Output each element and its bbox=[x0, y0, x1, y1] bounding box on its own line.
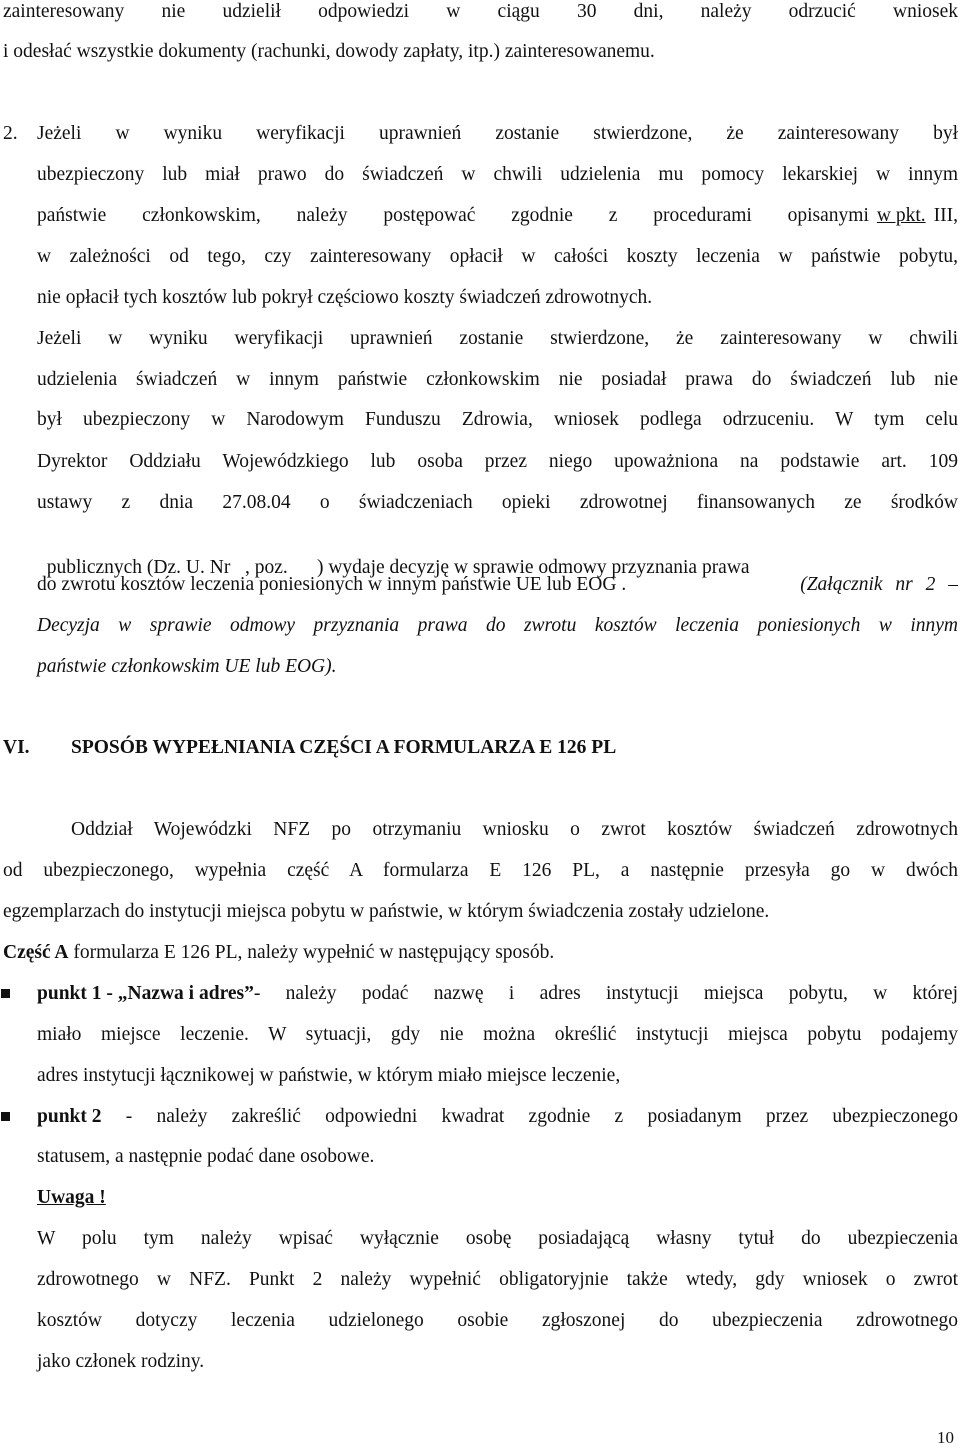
list-number: 2. bbox=[3, 123, 18, 144]
text-line: ubezpieczony lub miał prawo do świadczeń w chwili udzielenia mu pomocy lekarskiej w innym bbox=[37, 164, 958, 185]
text-line: udzielenia świadczeń w innym państwie członkowskim nie posiadał prawa do świadczeń lub nie bbox=[37, 369, 958, 390]
text-line-italic: państwie członkowskim UE lub EOG). bbox=[37, 656, 337, 677]
text-span-bold: punkt 1 - „Nazwa i adres” bbox=[37, 983, 254, 1004]
text-line bbox=[37, 1105, 958, 1129]
text-line: i odesłać wszystkie dokumenty (rachunki, dowody zapłaty, itp.) zainteresowanemu. bbox=[3, 41, 655, 62]
text-span-bold: Część A bbox=[3, 942, 69, 963]
text-line: w zależności od tego, czy zainteresowany opłacił w całości koszty leczenia w państwie pobytu, bbox=[37, 246, 958, 267]
text-line: Jeżeli w wyniku weryfikacji uprawnień zostanie stwierdzone, że zainteresowany był bbox=[37, 123, 958, 144]
link-pkt[interactable]: w pkt. bbox=[876, 205, 926, 226]
bullet-icon bbox=[1, 1112, 10, 1121]
text-span: państwie członkowskim, należy postępować zgodnie z procedurami opisanymi bbox=[37, 205, 869, 226]
text-line bbox=[37, 204, 958, 228]
text-line bbox=[3, 941, 554, 965]
text-line: ustawy z dnia 27.08.04 o świadczeniach opieki zdrowotnej finansowanych ze środków bbox=[37, 492, 958, 513]
text-line: zainteresowany nie udzielił odpowiedzi w ciągu 30 dni, należy odrzucić wniosek bbox=[3, 1, 958, 22]
text-line: nie opłacił tych kosztów lub pokrył częściowo koszty świadczeń zdrowotnych. bbox=[37, 287, 653, 308]
text-span: III, bbox=[933, 205, 958, 226]
text-line bbox=[37, 982, 958, 1006]
text-line: kosztów dotyczy leczenia udzielonego osobie zgłoszonej do ubezpieczenia zdrowotnego bbox=[37, 1310, 958, 1331]
text-line: od ubezpieczonego, wypełnia część A formularza E 126 PL, a następnie przesyła go w dwóch bbox=[3, 860, 958, 881]
text-span: publicznych (Dz. U. Nr , poz. ) wydaje decyzję w sprawie odmowy przyznania prawa bbox=[46, 557, 750, 578]
text-span: - należy zakreślić odpowiedni kwadrat zgodnie z posiadanym przez ubezpieczonego bbox=[101, 1106, 958, 1127]
text-line: zdrowotnego w NFZ. Punkt 2 należy wypełnić obligatoryjnie także wtedy, gdy wniosek o zwrot bbox=[37, 1269, 958, 1290]
section-number: VI. bbox=[3, 737, 30, 758]
text-span: do zwrotu kosztów leczenia poniesionych w innym państwie UE lub EOG . bbox=[37, 574, 627, 595]
text-span-bold: punkt 2 bbox=[37, 1106, 102, 1127]
text-line: był ubezpieczony w Narodowym Funduszu Zdrowia, wniosek podlega odrzuceniu. W tym celu bbox=[37, 409, 958, 430]
text-span: - należy podać nazwę i adres instytucji miejsca pobytu, w której bbox=[253, 983, 958, 1004]
text-line: miało miejsce leczenie. W sytuacji, gdy nie można określić instytucji miejsca pobytu podajemy bbox=[37, 1024, 958, 1045]
text-line: W polu tym należy wpisać wyłącznie osobę posiadającą własny tytuł do ubezpieczenia bbox=[37, 1228, 958, 1249]
text-span: formularza E 126 PL, należy wypełnić w następujący sposób. bbox=[68, 942, 555, 963]
text-line: Dyrektor Oddziału Wojewódzkiego lub osoba przez niego upoważniona na podstawie art. 109 bbox=[37, 451, 958, 472]
text-line: statusem, a następnie podać dane osobowe. bbox=[37, 1146, 375, 1167]
text-span-italic: (Załącznik nr 2 – bbox=[800, 574, 958, 595]
text-line bbox=[37, 573, 958, 597]
text-line-italic: Decyzja w sprawie odmowy przyznania prawa do zwrotu kosztów leczenia poniesionych w innym bbox=[37, 615, 958, 636]
text-line: jako członek rodziny. bbox=[37, 1351, 205, 1372]
text-line: Oddział Wojewódzki NFZ po otrzymaniu wniosku o zwrot kosztów świadczeń zdrowotnych bbox=[71, 819, 958, 840]
text-line: adres instytucji łącznikowej w państwie, w którym miało miejsce leczenie, bbox=[37, 1065, 621, 1086]
section-title: SPOSÓB WYPEŁNIANIA CZĘŚCI A FORMULARZA E 126 PL bbox=[71, 737, 617, 758]
page-number: 10 bbox=[937, 1428, 954, 1447]
text-line: Jeżeli w wyniku weryfikacji uprawnień zostanie stwierdzone, że zainteresowany w chwili bbox=[37, 328, 958, 349]
bullet-icon bbox=[1, 989, 10, 998]
text-line: egzemplarzach do instytucji miejsca pobytu w państwie, w którym świadczenia zostały udzielone. bbox=[3, 901, 770, 922]
uwaga-label: Uwaga ! bbox=[37, 1187, 106, 1208]
